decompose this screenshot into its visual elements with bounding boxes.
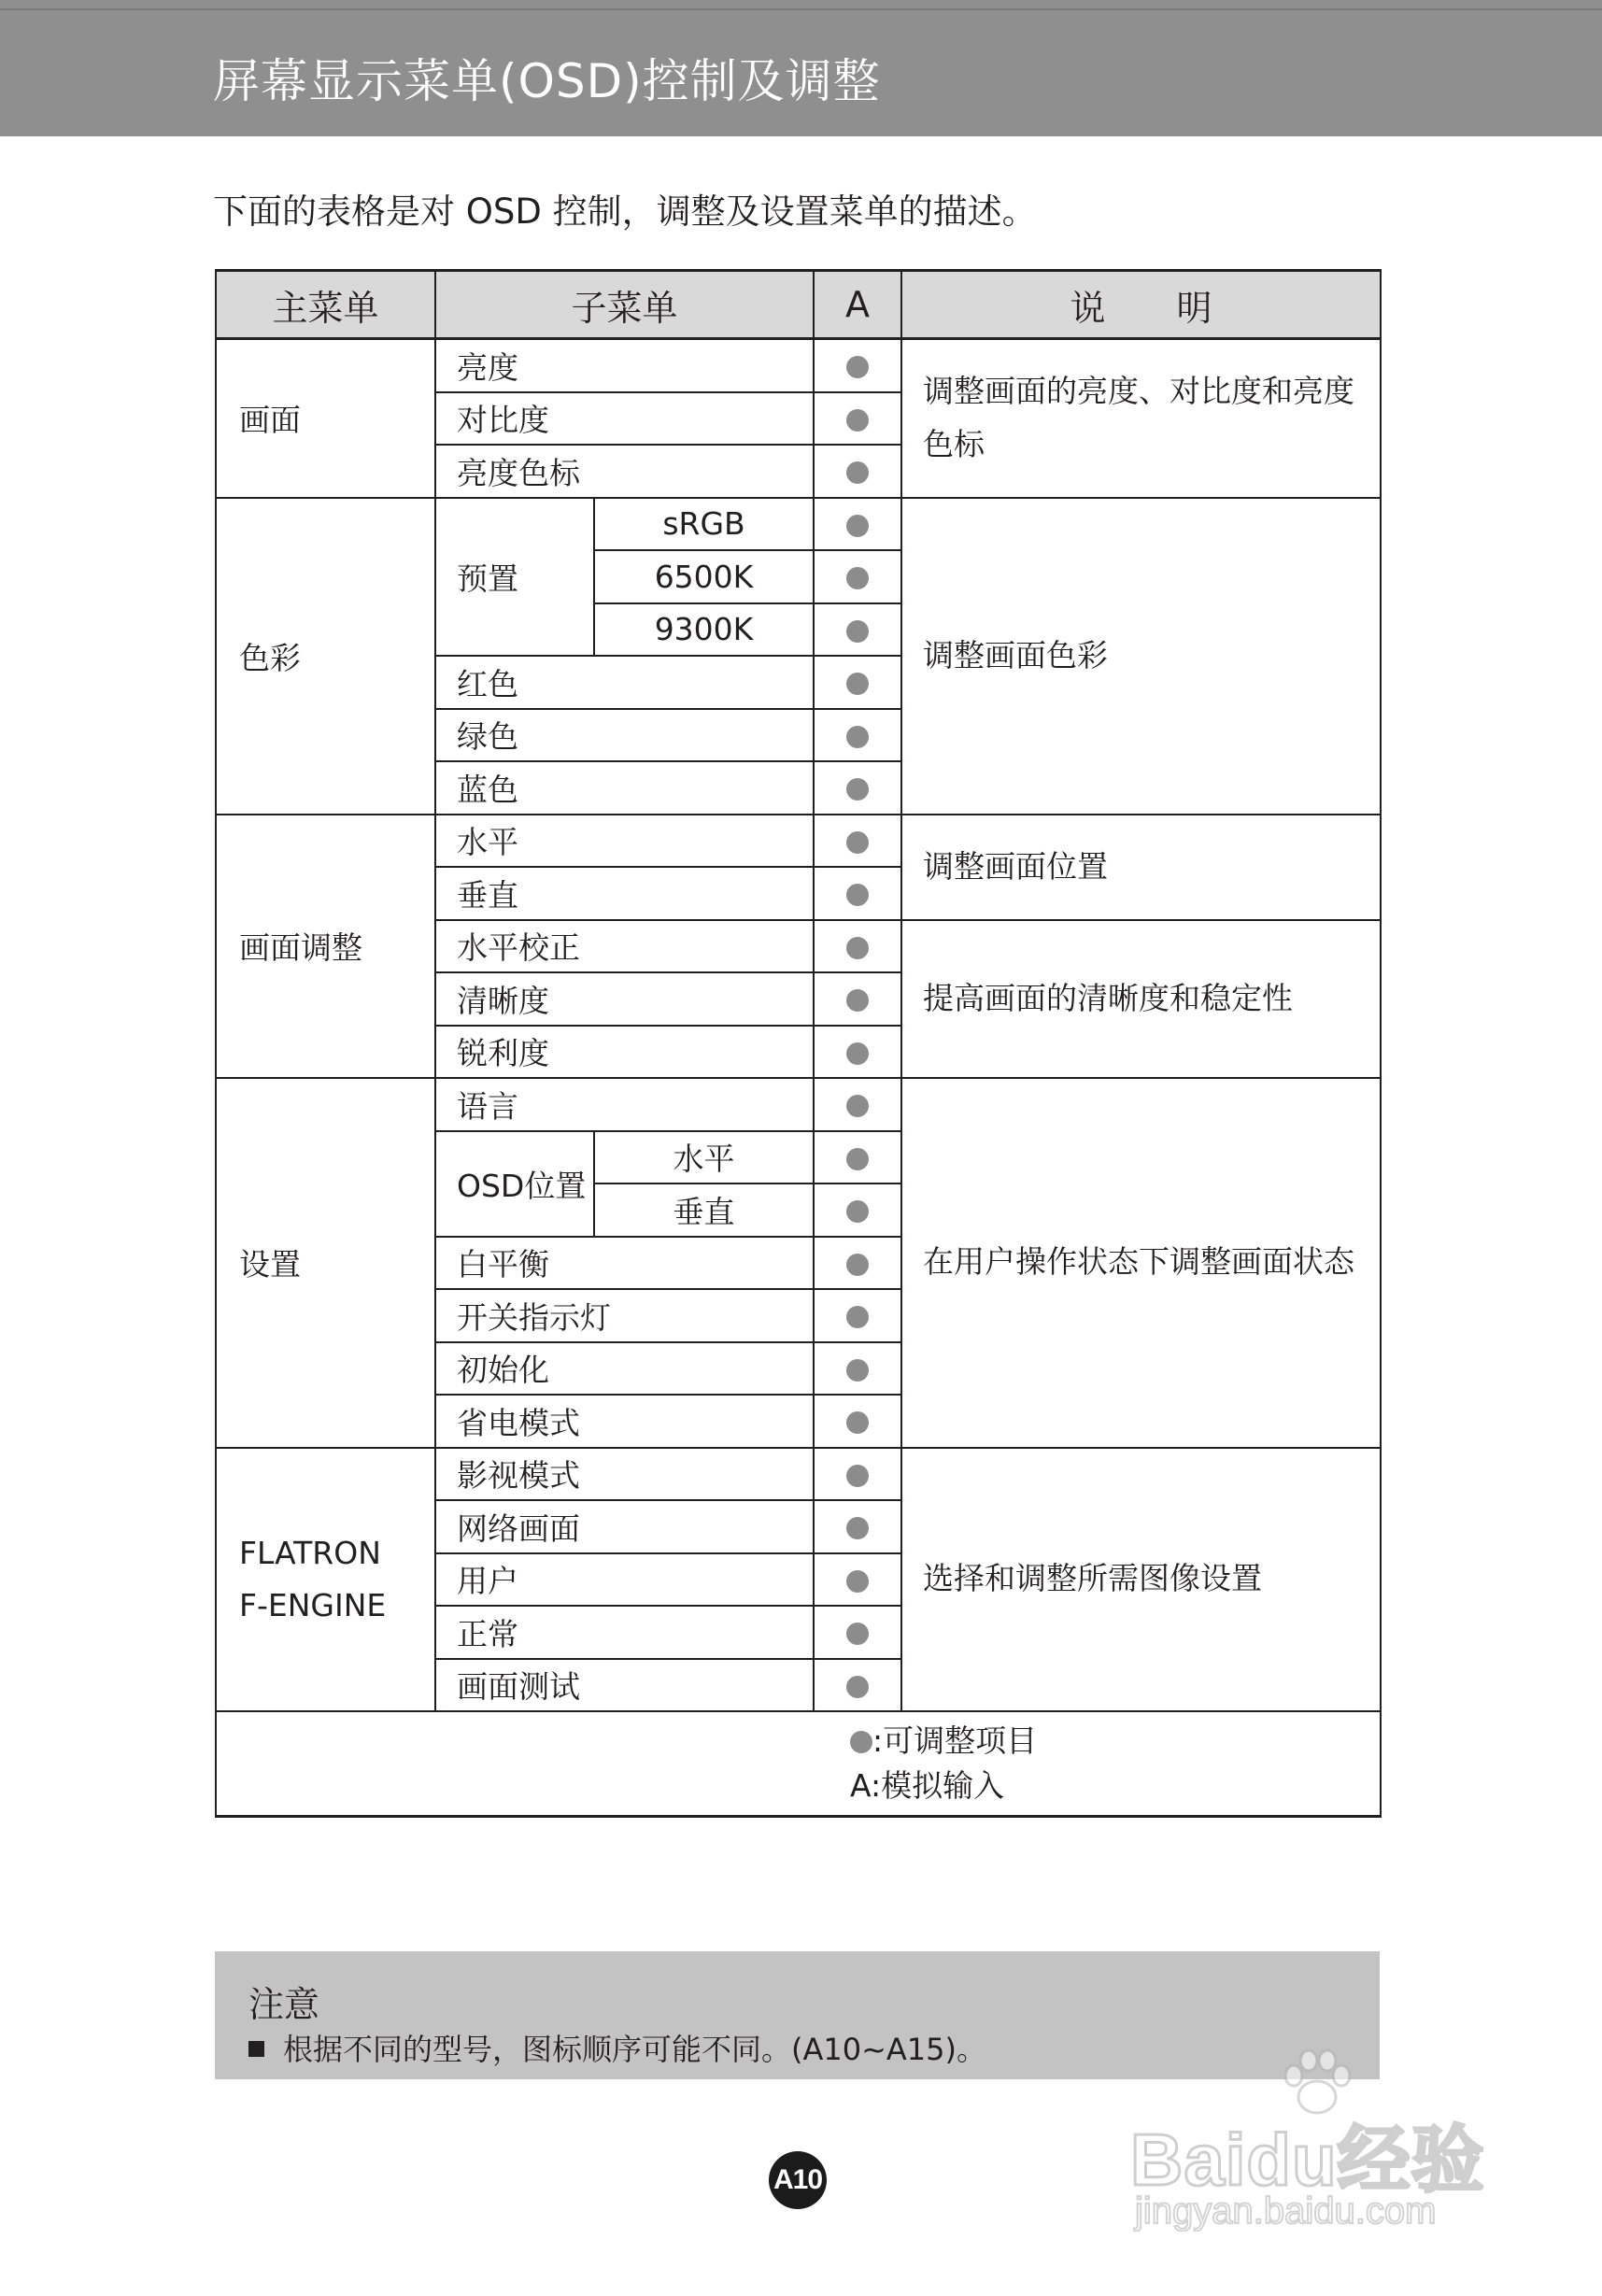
adjustable-dot-icon (846, 1623, 869, 1645)
adjustable-dot-icon (846, 1200, 869, 1223)
header-description: 说 明 (901, 271, 1381, 339)
adjustable-dot-icon (846, 884, 869, 906)
submenu-clock: 水平校正 (435, 920, 814, 973)
submenu-movie: 影视模式 (435, 1448, 814, 1501)
submenu-internet: 网络画面 (435, 1500, 814, 1553)
submenu-osd-position: OSD位置 (435, 1131, 594, 1237)
adjustable-dot-icon (846, 1676, 869, 1698)
main-menu-color: 色彩 (216, 498, 435, 815)
submenu-vertical: 垂直 (435, 867, 814, 920)
adjustable-dot-icon (846, 567, 869, 589)
adjustable-dot-icon (846, 461, 869, 484)
submenu-horizontal: 水平 (435, 815, 814, 868)
adjustable-dot-icon (846, 356, 869, 378)
header-rule (0, 8, 1602, 10)
desc-position: 调整画面位置 (901, 815, 1381, 920)
adjustable-dot-icon (846, 1359, 869, 1382)
submenu-power-saving: 省电模式 (435, 1395, 814, 1448)
submenu-preset: 预置 (435, 498, 594, 657)
table-row (216, 815, 1381, 868)
baidu-watermark (1130, 2046, 1523, 2232)
osd-menu-table (215, 269, 1382, 1818)
adjustable-dot-icon (846, 409, 869, 432)
adjustable-dot-icon (846, 1148, 869, 1170)
note-text: 根据不同的型号，图标顺序可能不同。(A10~A15)。 (283, 2032, 987, 2067)
legend-row (216, 1711, 1381, 1817)
preset-9300k: 9300K (594, 603, 814, 657)
flatron-line-2: F-ENGINE (239, 1586, 387, 1623)
legend-analog (850, 1764, 1380, 1808)
header-a: A (814, 271, 901, 339)
watermark-logo: Baidu经验 (1130, 2119, 1485, 2201)
adjustable-dot-icon (846, 937, 869, 959)
submenu-white-balance: 白平衡 (435, 1237, 814, 1290)
table-row (216, 1448, 1381, 1501)
adjustable-dot-icon (846, 726, 869, 748)
table-row (216, 498, 1381, 551)
legend-analog-text: :模拟输入 (871, 1767, 1005, 1804)
header-band (0, 0, 1602, 136)
submenu-power-indicator: 开关指示灯 (435, 1289, 814, 1342)
main-menu-tracking: 画面调整 (216, 815, 435, 1079)
submenu-blue: 蓝色 (435, 761, 814, 815)
table-row (216, 339, 1381, 392)
submenu-sharpness: 锐利度 (435, 1026, 814, 1079)
legend-adjustable-text: :可调整项目 (872, 1722, 1038, 1760)
square-bullet-icon (248, 2041, 264, 2057)
main-menu-setup: 设置 (216, 1078, 435, 1448)
desc-color: 调整画面色彩 (901, 498, 1381, 815)
submenu-phase: 清晰度 (435, 972, 814, 1026)
submenu-red: 红色 (435, 656, 814, 709)
adjustable-dot-icon (846, 1570, 869, 1593)
submenu-gamma: 亮度色标 (435, 445, 814, 498)
desc-flatron: 选择和调整所需图像设置 (901, 1448, 1381, 1712)
adjustable-dot-icon (846, 673, 869, 695)
page-number-badge: A10 (769, 2151, 827, 2209)
adjustable-dot-icon (846, 1306, 869, 1328)
page-title: 屏幕显示菜单(OSD)控制及调整 (213, 54, 881, 108)
main-menu-picture: 画面 (216, 339, 435, 498)
osd-position-horizontal: 水平 (594, 1131, 814, 1184)
adjustable-dot-icon (846, 1517, 869, 1539)
desc-setup: 在用户操作状态下调整画面状态 (901, 1078, 1381, 1448)
adjustable-dot-icon (846, 620, 869, 643)
submenu-normal: 正常 (435, 1606, 814, 1659)
intro-text: 下面的表格是对 OSD 控制，调整及设置菜单的描述。 (213, 191, 1037, 232)
adjustable-dot-icon (846, 1465, 869, 1487)
submenu-language: 语言 (435, 1078, 814, 1131)
table-row (216, 1078, 1381, 1131)
adjustable-dot-icon (846, 1411, 869, 1434)
desc-clarity: 提高画面的清晰度和稳定性 (901, 920, 1381, 1079)
adjustable-dot-icon (846, 515, 869, 537)
header-main-menu: 主菜单 (216, 271, 435, 339)
adjustable-dot-icon (846, 778, 869, 801)
note-line (248, 2026, 986, 2069)
submenu-green: 绿色 (435, 709, 814, 762)
desc-picture: 调整画面的亮度、对比度和亮度色标 (901, 339, 1381, 498)
main-menu-flatron (216, 1448, 435, 1712)
adjustable-dot-icon (846, 1095, 869, 1117)
adjustable-dot-icon (850, 1731, 872, 1753)
header-sub-menu: 子菜单 (435, 271, 814, 339)
submenu-user: 用户 (435, 1553, 814, 1607)
adjustable-dot-icon (846, 1042, 869, 1065)
osd-position-vertical: 垂直 (594, 1183, 814, 1237)
adjustable-dot-icon (846, 989, 869, 1012)
preset-srgb: sRGB (594, 498, 814, 551)
legend-cell (216, 1711, 1381, 1817)
submenu-brightness: 亮度 (435, 339, 814, 392)
preset-6500k: 6500K (594, 550, 814, 603)
note-title: 注意 (248, 1984, 320, 2025)
submenu-contrast: 对比度 (435, 392, 814, 446)
legend-adjustable (850, 1719, 1380, 1764)
watermark-url: jingyan.baidu.com (1135, 2190, 1437, 2232)
submenu-demo: 画面测试 (435, 1659, 814, 1712)
legend-a-symbol: A (850, 1767, 871, 1804)
table-header-row (216, 271, 1381, 339)
submenu-factory-reset: 初始化 (435, 1342, 814, 1396)
flatron-line-1: FLATRON (239, 1534, 381, 1571)
adjustable-dot-icon (846, 831, 869, 854)
adjustable-dot-icon (846, 1254, 869, 1276)
